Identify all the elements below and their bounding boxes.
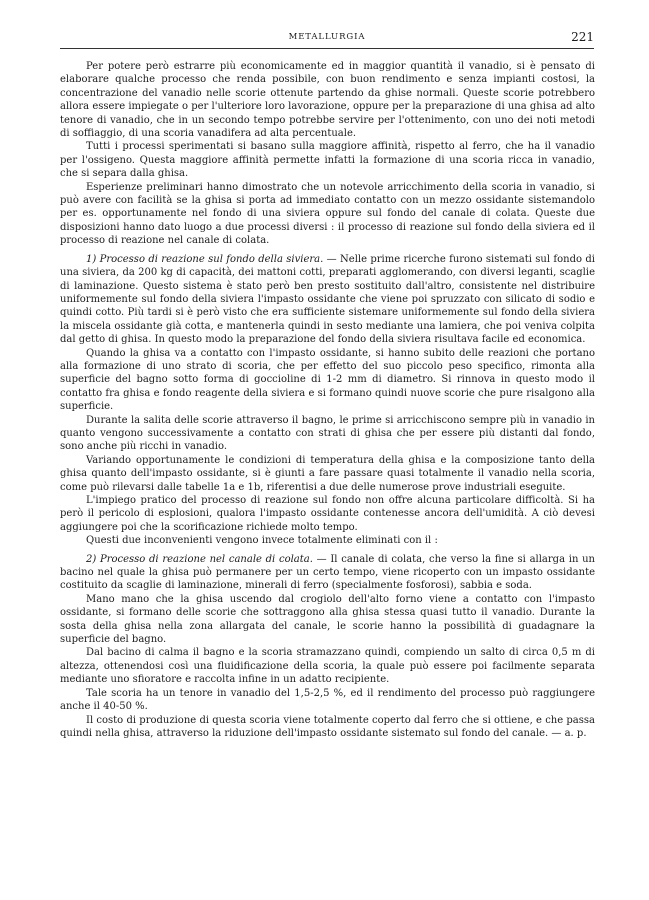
section-2-text: — Il canale di colata, che verso la fine si allarga in un bacino nel quale la ghisa può permanere per un certo tempo, viene ricoperto con un impasto ossidante costituito da scaglie di laminazione, minerali di ferro (specialmente fosforosi), sabbia e soda. xyxy=(60,553,595,592)
paragraph: Il costo di produzione di questa scoria viene totalmente coperto dal ferro che si ottiene, e che passa quindi nella ghisa, attraverso la riduzione dell'impasto ossidante sistemato sul fondo del canale. — a. p. xyxy=(60,714,595,739)
paragraph: Durante la salita delle scorie attraverso il bagno, le prime si arricchiscono sempre più in vanadio in quanto vengono successivamente a contatto con strati di ghisa che per essere più distanti dal fondo, sono anche più ricchi in vanadio. xyxy=(60,414,595,453)
paragraph: L'impiego pratico del processo di reazione sul fondo non offre alcuna particolare difficoltà. Si ha però il pericolo di esplosioni, qualora l'impasto ossidante contenesse ancora dell'umidità. A ciò devesi aggiungere poi che la scorificazione richiede molto tempo. xyxy=(60,495,595,533)
paragraph: Mano mano che la ghisa uscendo dal crogiolo dell'alto forno viene a contatto con l'impasto ossidante, si formano delle scorie che sottraggono alla ghisa stessa quasi tutto il vanadio. Durante la sosta della ghisa nella zona allargata del canale, le scorie hanno la possibilità di guadagnare la superficie del bagno. xyxy=(60,593,595,646)
section-1-heading: 1) Processo di reazione sul fondo della siviera. xyxy=(86,253,324,265)
paragraph: Per potere però estrarre più economicamente ed in maggior quantità il vanadio, si è pensato di elaborare qualche processo che renda possibile, con buon rendimento e senza impianti costosi, la concentrazione del vanadio nelle scorie ottenute partendo da ghise normali. Queste scorie potrebbero allora essere impiegate o per l'ulteriore loro lavorazione, oppure per la preparazione di una ghisa ad alto tenore di vanadio, che in un secondo tempo potrebbe servire per l'ottenimento, con uno dei noti metodi di soffiaggio, di una scoria vanadifera ad alta percentuale. xyxy=(60,61,595,140)
paragraph: Esperienze preliminari hanno dimostrato che un notevole arricchimento della scoria in vanadio, si può avere con facilità se la ghisa si porta ad immediato contatto con un mezzo ossidante sistemandolo per es. opportunamente nel fondo di una siviera oppure sul fondo del canale di colata. Queste due disposizioni hanno dato luogo a due processi diversi : il processo di reazione sul fondo della siviera ed il processo di reazione nel canale di colata. xyxy=(60,181,595,247)
page-number: 221 xyxy=(571,30,594,44)
paragraph: Variando opportunamente le condizioni di temperatura della ghisa e la composizione tanto della ghisa quanto dell'impasto ossidante, si è giunti a fare passare quasi totalmente il vanadio nella scoria, come può rilevarsi dalle tabelle 1a e 1b, riferentisi a due delle numerose prove industriali eseguite. xyxy=(60,454,595,493)
paragraph: Tale scoria ha un tenore in vanadio del 1,5-2,5 %, ed il rendimento del processo può raggiungere anche il 40-50 %. xyxy=(60,687,595,713)
header-rule xyxy=(60,48,594,49)
paragraph: Quando la ghisa va a contatto con l'impasto ossidante, si hanno subito delle reazioni che portano alla formazione di uno strato di scoria, che per effetto del suo piccolo peso specifico, rimonta alla superficie del bagno sotto forma di goccioline di 1-2 mm di diametro. Si rinnova in questo modo il contatto fra ghisa e fondo reagente della siviera e si formano quindi nuove scorie che pure risalgono alla superficie. xyxy=(60,347,595,413)
section-1-paragraph xyxy=(60,253,595,347)
running-title: METALLURGIA xyxy=(288,32,366,42)
paragraph: Dal bacino di calma il bagno e la scoria stramazzano quindi, compiendo un salto di circa 0,5 m di altezza, ottenendosi così una fluidificazione della scoria, la quale può essere poi facilmente separata mediante uno sfioratore e raccolta infine in un adatto recipiente. xyxy=(60,647,595,686)
section-2-paragraph xyxy=(60,553,595,593)
paragraph: Tutti i processi sperimentati si basano sulla maggiore affinità, rispetto al ferro, che ha il vanadio per l'ossigeno. Questa maggiore affinità permette infatti la formazione di una scoria ricca in vanadio, che si separa dalla ghisa. xyxy=(60,141,595,180)
section-1-text: — Nelle prime ricerche furono sistemati sul fondo di una siviera, da 200 kg di capacità, dei mattoni cotti, preparati agglomerando, con diversi leganti, scaglie di laminazione. Questo sistema è stato però ben presto sostituito dall'altro, consistente nel distribuire uniformemente sul fondo della siviera l'impasto ossidante che viene poi spruzzato con silicato di sodio e quindi cotto. Più tardi si è però visto che era sufficiente sistemare uniformemente sul fondo della siviera la miscela ossidante già cotta, e mantenerla quindi in sesto mediante una lamiera, che poi veniva colpita dal getto di ghisa. In questo modo la preparazione del fondo della siviera risultava facile ed economica. xyxy=(60,253,595,346)
paragraph: Questi due inconvenienti vengono invece totalmente eliminati con il : xyxy=(86,535,438,547)
section-2-heading: 2) Processo di reazione nel canale di colata. xyxy=(86,553,313,565)
article-body xyxy=(60,60,595,740)
page-header xyxy=(60,30,594,46)
